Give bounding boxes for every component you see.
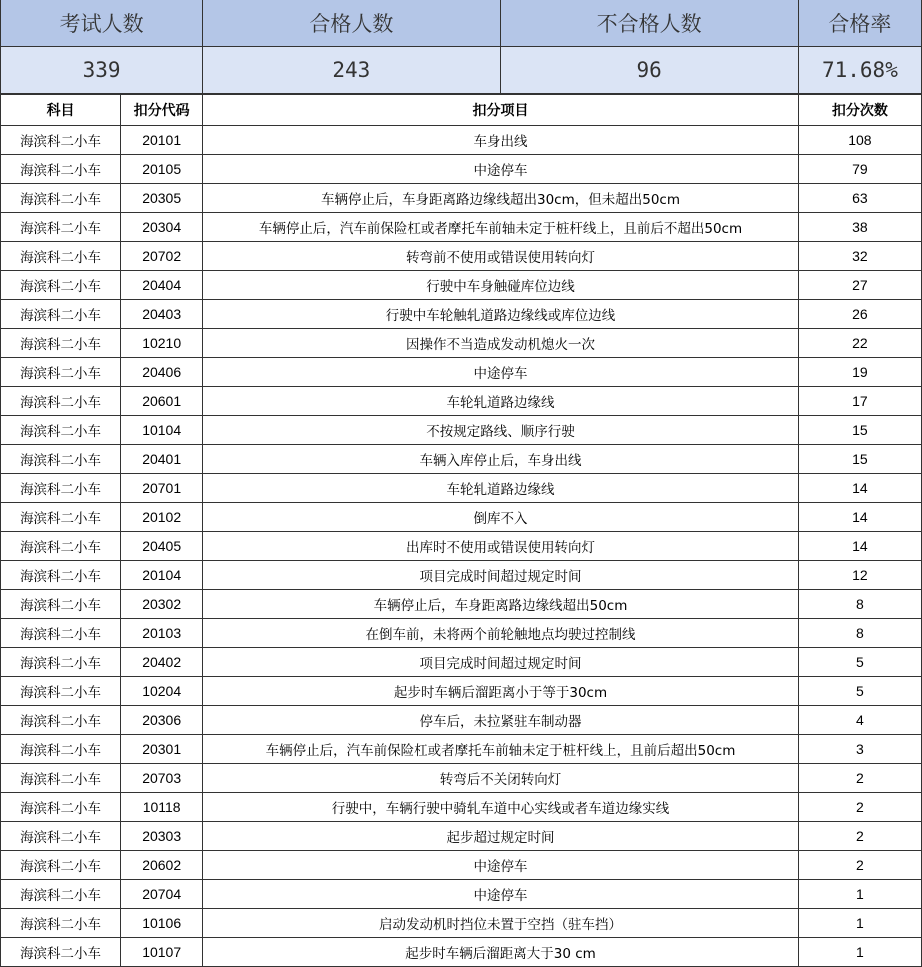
- subject-cell: 海滨科二小车: [1, 503, 121, 532]
- code-cell: 10104: [121, 416, 203, 445]
- table-row: [1, 532, 922, 561]
- code-cell: 20602: [121, 851, 203, 880]
- subject-cell: 海滨科二小车: [1, 561, 121, 590]
- count-cell: 2: [798, 822, 921, 851]
- code-cell: 20704: [121, 880, 203, 909]
- count-cell: 2: [798, 851, 921, 880]
- table-row: [1, 938, 922, 967]
- table-row: [1, 474, 922, 503]
- count-cell: 17: [798, 387, 921, 416]
- table-row: [1, 329, 922, 358]
- subject-cell: 海滨科二小车: [1, 764, 121, 793]
- subject-cell: 海滨科二小车: [1, 474, 121, 503]
- table-row: [1, 822, 922, 851]
- table-row: [1, 793, 922, 822]
- item-cell: 行驶中车轮触轧道路边缘线或库位边线: [203, 300, 799, 329]
- code-cell: 20401: [121, 445, 203, 474]
- table-row: [1, 677, 922, 706]
- table-row: [1, 155, 922, 184]
- table-row: [1, 358, 922, 387]
- subject-cell: 海滨科二小车: [1, 387, 121, 416]
- table-row: [1, 503, 922, 532]
- item-cell: 转弯前不使用或错误使用转向灯: [203, 242, 799, 271]
- count-cell: 5: [798, 648, 921, 677]
- count-cell: 2: [798, 793, 921, 822]
- table-row: [1, 735, 922, 764]
- item-cell: 启动发动机时挡位未置于空挡（驻车挡）: [203, 909, 799, 938]
- table-row: [1, 706, 922, 735]
- subject-cell: 海滨科二小车: [1, 909, 121, 938]
- count-cell: 8: [798, 619, 921, 648]
- item-cell: 停车后，未拉紧驻车制动器: [203, 706, 799, 735]
- item-cell: 因操作不当造成发动机熄火一次: [203, 329, 799, 358]
- table-row: [1, 561, 922, 590]
- count-cell: 32: [798, 242, 921, 271]
- subject-cell: 海滨科二小车: [1, 184, 121, 213]
- count-cell: 8: [798, 590, 921, 619]
- count-cell: 15: [798, 445, 921, 474]
- item-cell: 不按规定路线、顺序行驶: [203, 416, 799, 445]
- subject-cell: 海滨科二小车: [1, 880, 121, 909]
- code-column-header: 扣分代码: [121, 94, 203, 126]
- subject-cell: 海滨科二小车: [1, 126, 121, 155]
- code-cell: 10204: [121, 677, 203, 706]
- summary-header-row: [1, 0, 922, 47]
- code-cell: 20306: [121, 706, 203, 735]
- subject-cell: 海滨科二小车: [1, 445, 121, 474]
- count-cell: 14: [798, 503, 921, 532]
- count-column-header: 扣分次数: [798, 94, 921, 126]
- subject-column-header: 科目: [1, 94, 121, 126]
- subject-cell: 海滨科二小车: [1, 300, 121, 329]
- item-cell: 车辆停止后，车身距离路边缘线超出50cm: [203, 590, 799, 619]
- item-cell: 中途停车: [203, 880, 799, 909]
- table-row: [1, 648, 922, 677]
- code-cell: 10106: [121, 909, 203, 938]
- count-cell: 1: [798, 938, 921, 967]
- code-cell: 20103: [121, 619, 203, 648]
- code-cell: 20304: [121, 213, 203, 242]
- item-cell: 起步时车辆后溜距离小于等于30cm: [203, 677, 799, 706]
- subject-cell: 海滨科二小车: [1, 358, 121, 387]
- code-cell: 10118: [121, 793, 203, 822]
- count-cell: 5: [798, 677, 921, 706]
- table-row: [1, 445, 922, 474]
- count-cell: 108: [798, 126, 921, 155]
- subject-cell: 海滨科二小车: [1, 822, 121, 851]
- subject-cell: 海滨科二小车: [1, 532, 121, 561]
- exam-count-header: 考试人数: [1, 0, 203, 47]
- count-cell: 2: [798, 764, 921, 793]
- pass-count-header: 合格人数: [203, 0, 500, 47]
- item-cell: 倒库不入: [203, 503, 799, 532]
- item-cell: 转弯后不关闭转向灯: [203, 764, 799, 793]
- item-cell: 车轮轧道路边缘线: [203, 474, 799, 503]
- subject-cell: 海滨科二小车: [1, 271, 121, 300]
- item-cell: 车辆入库停止后，车身出线: [203, 445, 799, 474]
- code-cell: 20301: [121, 735, 203, 764]
- item-cell: 车辆停止后，汽车前保险杠或者摩托车前轴未定于桩杆线上，且前后不超出50cm: [203, 213, 799, 242]
- fail-count-value: 96: [500, 47, 798, 95]
- count-cell: 12: [798, 561, 921, 590]
- subject-cell: 海滨科二小车: [1, 793, 121, 822]
- count-cell: 79: [798, 155, 921, 184]
- code-cell: 20102: [121, 503, 203, 532]
- code-cell: 10107: [121, 938, 203, 967]
- item-cell: 中途停车: [203, 155, 799, 184]
- table-row: [1, 126, 922, 155]
- item-cell: 出库时不使用或错误使用转向灯: [203, 532, 799, 561]
- code-cell: 20406: [121, 358, 203, 387]
- table-row: [1, 213, 922, 242]
- count-cell: 27: [798, 271, 921, 300]
- subject-cell: 海滨科二小车: [1, 677, 121, 706]
- code-cell: 20405: [121, 532, 203, 561]
- count-cell: 26: [798, 300, 921, 329]
- count-cell: 1: [798, 909, 921, 938]
- subject-cell: 海滨科二小车: [1, 648, 121, 677]
- count-cell: 4: [798, 706, 921, 735]
- table-row: [1, 909, 922, 938]
- code-cell: 20403: [121, 300, 203, 329]
- count-cell: 15: [798, 416, 921, 445]
- table-row: [1, 764, 922, 793]
- item-cell: 车辆停止后，车身距离路边缘线超出30cm，但未超出50cm: [203, 184, 799, 213]
- subject-cell: 海滨科二小车: [1, 735, 121, 764]
- code-cell: 20104: [121, 561, 203, 590]
- subject-cell: 海滨科二小车: [1, 155, 121, 184]
- item-cell: 中途停车: [203, 358, 799, 387]
- fail-count-header: 不合格人数: [500, 0, 798, 47]
- summary-value-row: [1, 47, 922, 95]
- table-row: [1, 619, 922, 648]
- code-cell: 10210: [121, 329, 203, 358]
- item-cell: 项目完成时间超过规定时间: [203, 561, 799, 590]
- subject-cell: 海滨科二小车: [1, 938, 121, 967]
- code-cell: 20703: [121, 764, 203, 793]
- item-cell: 起步超过规定时间: [203, 822, 799, 851]
- code-cell: 20701: [121, 474, 203, 503]
- item-cell: 车轮轧道路边缘线: [203, 387, 799, 416]
- subject-cell: 海滨科二小车: [1, 590, 121, 619]
- table-row: [1, 387, 922, 416]
- subject-cell: 海滨科二小车: [1, 851, 121, 880]
- table-row: [1, 271, 922, 300]
- exam-count-value: 339: [1, 47, 203, 95]
- count-cell: 63: [798, 184, 921, 213]
- item-cell: 行驶中车身触碰库位边线: [203, 271, 799, 300]
- subject-cell: 海滨科二小车: [1, 213, 121, 242]
- count-cell: 19: [798, 358, 921, 387]
- subject-cell: 海滨科二小车: [1, 416, 121, 445]
- code-cell: 20402: [121, 648, 203, 677]
- table-row: [1, 300, 922, 329]
- count-cell: 22: [798, 329, 921, 358]
- table-row: [1, 242, 922, 271]
- count-cell: 38: [798, 213, 921, 242]
- table-row: [1, 880, 922, 909]
- item-cell: 在倒车前，未将两个前轮触地点均驶过控制线: [203, 619, 799, 648]
- table-row: [1, 184, 922, 213]
- item-cell: 中途停车: [203, 851, 799, 880]
- pass-count-value: 243: [203, 47, 500, 95]
- table-row: [1, 851, 922, 880]
- subject-cell: 海滨科二小车: [1, 242, 121, 271]
- item-column-header: 扣分项目: [203, 94, 799, 126]
- column-header-row: [1, 94, 922, 126]
- item-cell: 起步时车辆后溜距离大于30 cm: [203, 938, 799, 967]
- code-cell: 20302: [121, 590, 203, 619]
- item-cell: 车辆停止后，汽车前保险杠或者摩托车前轴未定于桩杆线上，且前后超出50cm: [203, 735, 799, 764]
- code-cell: 20702: [121, 242, 203, 271]
- count-cell: 14: [798, 474, 921, 503]
- subject-cell: 海滨科二小车: [1, 619, 121, 648]
- code-cell: 20601: [121, 387, 203, 416]
- code-cell: 20303: [121, 822, 203, 851]
- table-row: [1, 416, 922, 445]
- item-cell: 车身出线: [203, 126, 799, 155]
- code-cell: 20105: [121, 155, 203, 184]
- count-cell: 1: [798, 880, 921, 909]
- code-cell: 20404: [121, 271, 203, 300]
- code-cell: 20305: [121, 184, 203, 213]
- count-cell: 3: [798, 735, 921, 764]
- pass-rate-value: 71.68%: [798, 47, 921, 95]
- code-cell: 20101: [121, 126, 203, 155]
- subject-cell: 海滨科二小车: [1, 329, 121, 358]
- item-cell: 行驶中，车辆行驶中骑轧车道中心实线或者车道边缘实线: [203, 793, 799, 822]
- pass-rate-header: 合格率: [798, 0, 921, 47]
- count-cell: 14: [798, 532, 921, 561]
- item-cell: 项目完成时间超过规定时间: [203, 648, 799, 677]
- subject-cell: 海滨科二小车: [1, 706, 121, 735]
- table-row: [1, 590, 922, 619]
